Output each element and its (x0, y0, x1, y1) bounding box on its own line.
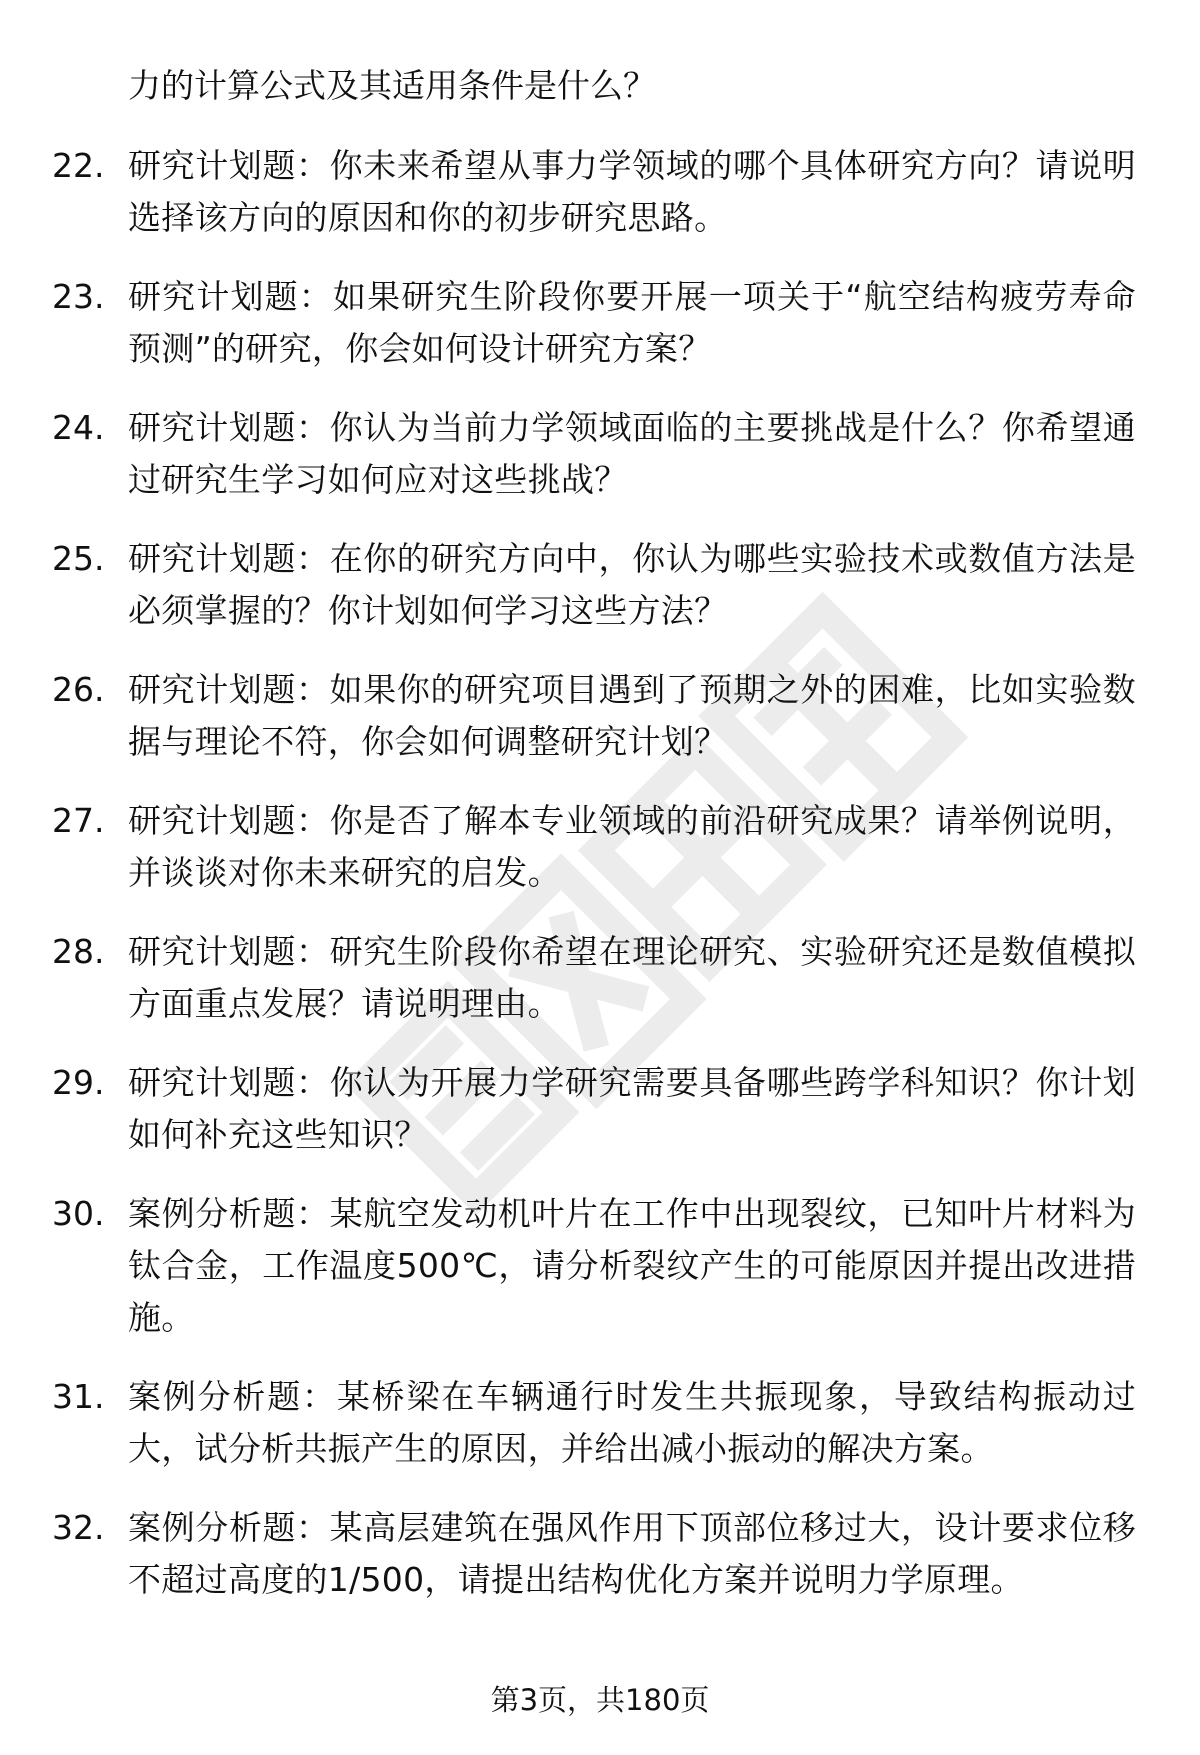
question-item (0, 533, 1200, 637)
question-item (0, 795, 1200, 899)
question-number: 28. (52, 932, 105, 971)
question-item (0, 271, 1200, 375)
question-number: 23. (52, 277, 105, 316)
question-text: 研究计划题：你认为开展力学研究需要具备哪些跨学科知识？你计划如何补充这些知识？ (128, 1063, 1136, 1154)
question-number: 27. (52, 801, 105, 840)
question-item (0, 926, 1200, 1030)
question-text: 研究计划题：你未来希望从事力学领域的哪个具体研究方向？请说明选择该方向的原因和你的初步研究思路。 (128, 146, 1136, 237)
question-item (0, 1502, 1200, 1606)
question-number: 22. (52, 146, 105, 185)
question-number: 29. (52, 1063, 105, 1102)
question-text: 研究计划题：如果你的研究项目遇到了预期之外的困难，比如实验数据与理论不符，你会如何调整研究计划？ (128, 670, 1136, 761)
question-item (0, 140, 1200, 244)
question-text: 案例分析题：某航空发动机叶片在工作中出现裂纹，已知叶片材料为钛合金，工作温度500℃，请分析裂纹产生的可能原因并提出改进措施。 (128, 1194, 1136, 1337)
question-number: 32. (52, 1508, 105, 1547)
question-number: 25. (52, 539, 105, 578)
page-footer: 第3页，共180页 (490, 1683, 710, 1717)
question-text: 研究计划题：研究生阶段你希望在理论研究、实验研究还是数值模拟方面重点发展？请说明理由。 (128, 932, 1136, 1023)
question-item (0, 1057, 1200, 1161)
question-text: 案例分析题：某桥梁在车辆通行时发生共振现象，导致结构振动过大，试分析共振产生的原因，并给出减小振动的解决方案。 (128, 1377, 1136, 1468)
question-number: 31. (52, 1377, 105, 1416)
question-text: 案例分析题：某高层建筑在强风作用下顶部位移过大，设计要求位移不超过高度的1/500，请提出结构优化方案并说明力学原理。 (128, 1508, 1136, 1599)
continued-question-text: 力的计算公式及其适用条件是什么？ (128, 66, 656, 105)
question-list (0, 140, 1200, 1633)
question-item (0, 664, 1200, 768)
question-text: 研究计划题：如果研究生阶段你要开展一项关于“航空结构疲劳寿命预测”的研究，你会如何设计研究方案？ (128, 277, 1136, 368)
question-text: 研究计划题：你是否了解本专业领域的前沿研究成果？请举例说明，并谈谈对你未来研究的启发。 (128, 801, 1136, 892)
question-item (0, 1371, 1200, 1475)
question-item (0, 1188, 1200, 1344)
question-number: 30. (52, 1194, 105, 1233)
question-text: 研究计划题：你认为当前力学领域面临的主要挑战是什么？你希望通过研究生学习如何应对这些挑战？ (128, 408, 1136, 499)
question-item (0, 402, 1200, 506)
question-number: 26. (52, 670, 105, 709)
question-number: 24. (52, 408, 105, 447)
question-text: 研究计划题：在你的研究方向中，你认为哪些实验技术或数值方法是必须掌握的？你计划如何学习这些方法？ (128, 539, 1136, 630)
